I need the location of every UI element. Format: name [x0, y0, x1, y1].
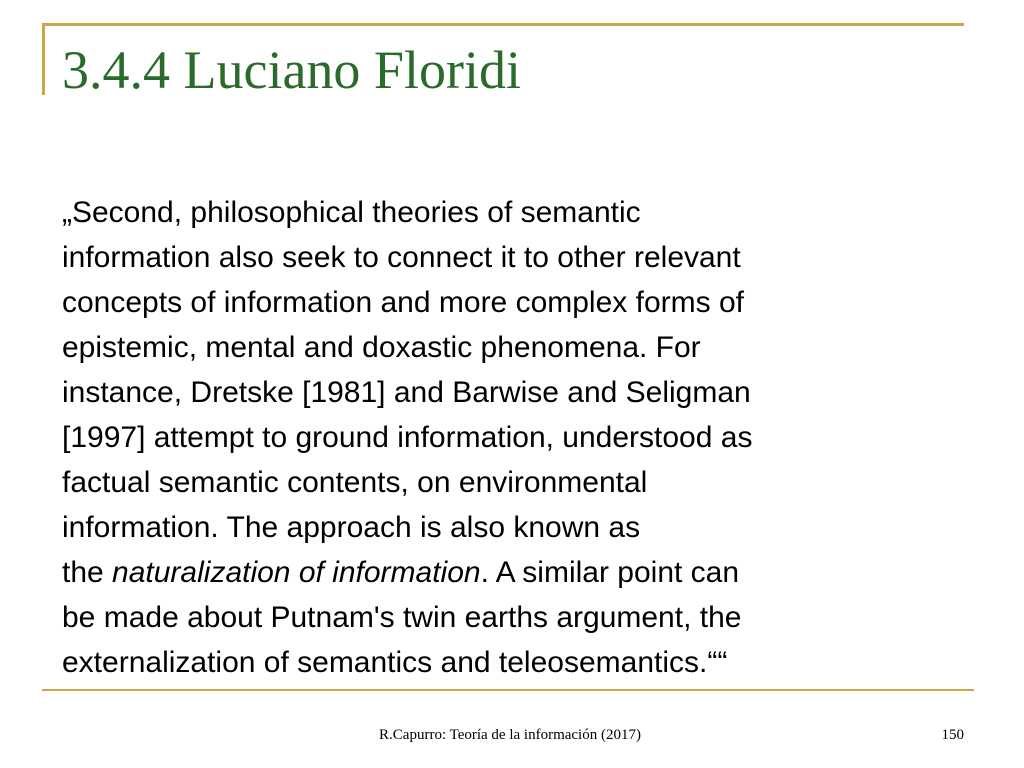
quote-line-prefix: the	[62, 556, 113, 589]
quote-line: externalization of semantics and teleosemantics.““	[62, 646, 728, 679]
quote-line-suffix: . A similar point can	[480, 556, 740, 589]
quote-paragraph	[62, 190, 967, 685]
quote-line: „Second, philosophical theories of semantic	[62, 196, 641, 229]
quote-line: factual semantic contents, on environmental	[62, 466, 648, 499]
quote-line: [1997] attempt to ground information, understood as	[62, 421, 753, 454]
quote-line-emphasis	[62, 550, 967, 595]
naturalization-term: naturalization of information	[112, 556, 481, 589]
slide-title: 3.4.4 Luciano Floridi	[62, 40, 521, 100]
frame-left-rule	[42, 23, 45, 95]
quote-line: information also seek to connect it to other relevant	[62, 241, 741, 274]
quote-line: concepts of information and more complex forms of	[62, 286, 744, 319]
frame-top-rule	[42, 23, 964, 26]
quote-line: epistemic, mental and doxastic phenomena. For	[62, 331, 701, 364]
page-number: 150	[941, 727, 964, 743]
quote-line: instance, Dretske [1981] and Barwise and Seligman	[62, 376, 751, 409]
quote-line: information. The approach is also known as	[62, 511, 641, 544]
frame-bottom-rule	[42, 689, 974, 691]
footer-citation: R.Capurro: Teoría de la información (2017)	[379, 727, 641, 743]
quote-line: be made about Putnam's twin earths argument, the	[62, 601, 742, 634]
